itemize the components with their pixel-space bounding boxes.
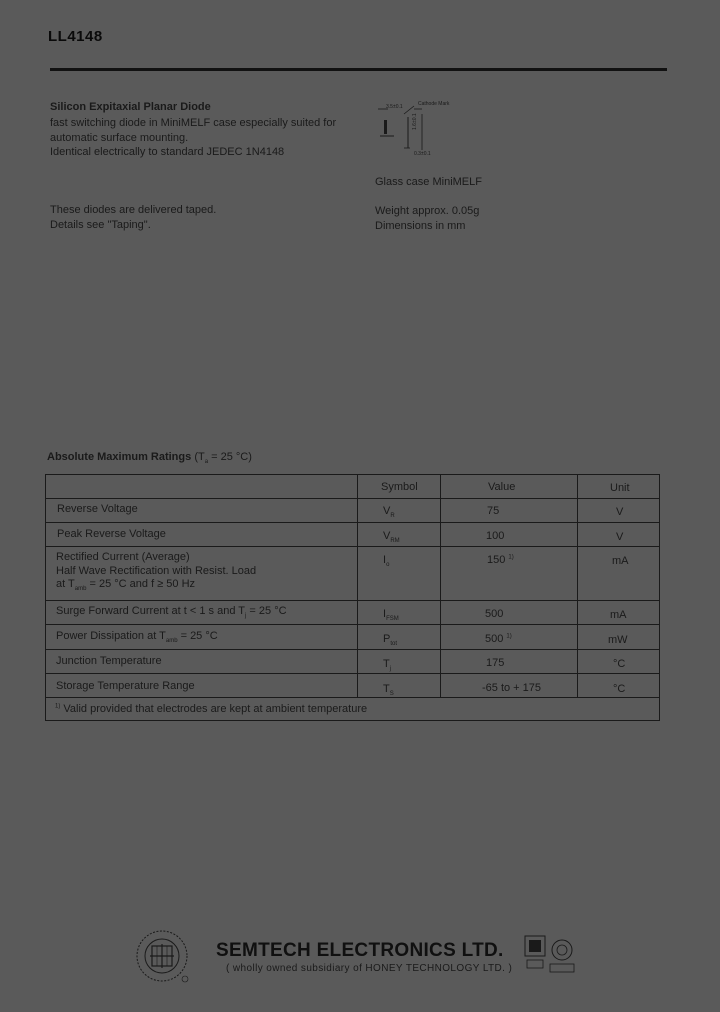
cathode-mark-label: Cathode Mark bbox=[418, 101, 450, 107]
row-surge-unit: mA bbox=[610, 609, 627, 621]
row-power-symbol: $P_{tot}$ bbox=[383, 633, 398, 648]
row-storage-unit: °C bbox=[613, 683, 626, 695]
ratings-table bbox=[45, 474, 660, 721]
dim-length: 3.5±0.1 bbox=[386, 104, 403, 110]
row-storage-param: Storage Temperature Range bbox=[56, 680, 195, 692]
row-power-param: Power Dissipation at $T_{amb} = 25$ °C bbox=[56, 630, 218, 645]
delivery-line-1: These diodes are delivered taped. bbox=[50, 204, 217, 216]
dim-diameter: 1.6±0.1 bbox=[412, 113, 418, 130]
row-surge-value: 500 bbox=[485, 608, 504, 620]
row-peak-reverse-param: Peak Reverse Voltage bbox=[57, 528, 166, 540]
row-power-value: 500 $^{1)}$ bbox=[485, 633, 512, 645]
delivery-line-2: Details see "Taping". bbox=[50, 219, 151, 231]
description-line-2: automatic surface mounting. bbox=[50, 132, 189, 144]
col-value-header: Value bbox=[488, 481, 516, 493]
row-rectified-symbol: $I_o$ bbox=[383, 554, 390, 569]
semtech-seal-logo bbox=[134, 926, 194, 986]
row-peak-reverse-symbol: $V_{RM}$ bbox=[383, 530, 400, 545]
dimensions-note: Dimensions in mm bbox=[375, 220, 466, 232]
ratings-title: Absolute Maximum Ratings bbox=[47, 451, 192, 463]
row-storage-value: -65 to + 175 bbox=[482, 682, 542, 694]
row-rectified-value: 150 $^{1)}$ bbox=[487, 554, 514, 566]
title-rule bbox=[50, 68, 667, 71]
company-name: SEMTECH ELECTRONICS LTD. bbox=[216, 940, 504, 961]
package-drawing bbox=[374, 100, 474, 164]
row-storage-symbol: $T_S$ bbox=[383, 683, 394, 698]
row-rectified-param-line3: at $T_{amb} = 25$ °C and f ≥ 50 Hz bbox=[56, 578, 196, 593]
row-reverse-voltage-value: 75 bbox=[487, 505, 500, 517]
col-symbol-header: Symbol bbox=[381, 481, 418, 493]
col-unit-header: Unit bbox=[610, 482, 630, 494]
row-peak-reverse-unit: V bbox=[616, 531, 624, 543]
row-reverse-voltage-param: Reverse Voltage bbox=[57, 503, 138, 515]
row-rectified-param-line2: Half Wave Rectification with Resist. Load bbox=[56, 565, 257, 577]
company-subsidiary: ( wholly owned subsidiary of HONEY TECHNOLOGY LTD. ) bbox=[226, 963, 513, 974]
row-power-unit: mW bbox=[608, 634, 628, 646]
row-peak-reverse-value: 100 bbox=[486, 530, 505, 542]
row-junction-unit: °C bbox=[613, 658, 626, 670]
row-rectified-param: Rectified Current (Average) bbox=[56, 551, 190, 563]
ratings-heading bbox=[47, 450, 252, 470]
page-title: LL4148 bbox=[48, 28, 103, 45]
description-heading: Silicon Expitaxial Planar Diode bbox=[50, 101, 211, 113]
row-rectified-unit: mA bbox=[612, 555, 629, 567]
description-line-3: Identical electrically to standard JEDEC 1N4148 bbox=[50, 146, 285, 158]
ratings-footnote: $^{1)}$ Valid provided that electrodes are kept at ambient temperature bbox=[55, 703, 368, 715]
ratings-condition: ($T_a = 25$ °C) bbox=[194, 451, 252, 466]
certification-logos bbox=[524, 934, 576, 976]
row-surge-symbol: $I_{FSM}$ bbox=[383, 608, 399, 623]
description-line-1: fast switching diode in MiniMELF case especially suited for bbox=[50, 117, 337, 129]
weight-label: Weight approx. 0.05g bbox=[375, 205, 480, 217]
row-surge-param: Surge Forward Current at t < 1 s and $T_j = 25$ °C bbox=[56, 605, 287, 620]
row-reverse-voltage-unit: V bbox=[616, 506, 624, 518]
case-label: Glass case MiniMELF bbox=[375, 176, 482, 188]
row-reverse-voltage-symbol: $V_R$ bbox=[383, 505, 395, 520]
row-junction-value: 175 bbox=[486, 657, 505, 669]
row-junction-symbol: $T_j$ bbox=[383, 658, 392, 673]
row-junction-param: Junction Temperature bbox=[56, 655, 162, 667]
dim-cap: 0.3±0.1 bbox=[414, 151, 431, 157]
